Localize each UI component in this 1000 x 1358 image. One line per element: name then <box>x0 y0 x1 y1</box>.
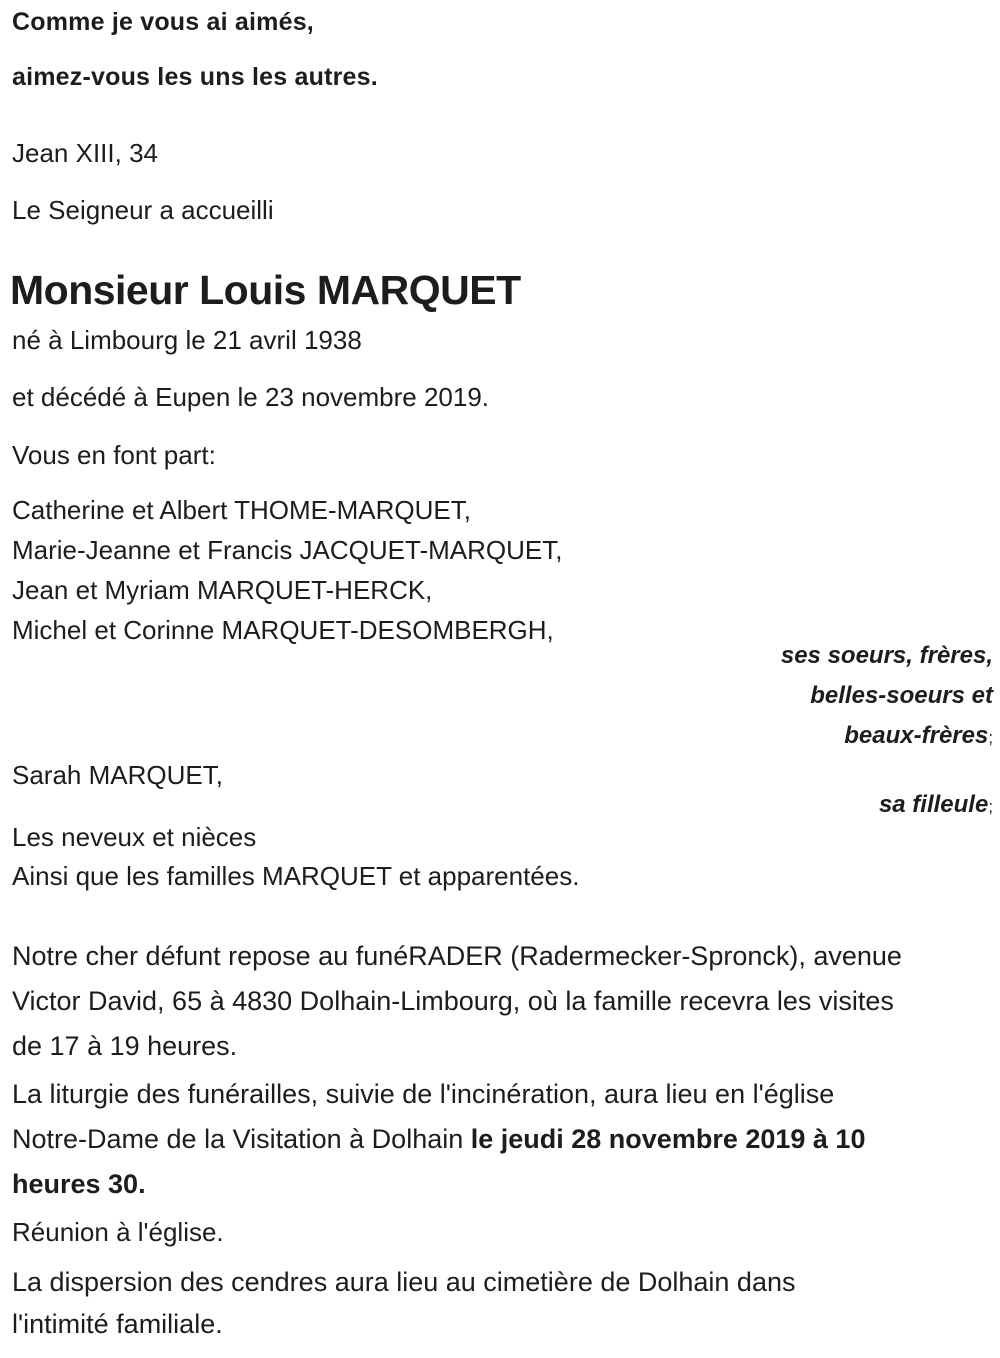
intro-line: Le Seigneur a accueilli <box>12 195 274 225</box>
deceased-name-title: Monsieur Louis MARQUET <box>10 267 521 313</box>
dispersion-line: La dispersion des cendres aura lieu au cimetière de Dolhain dans <box>12 1267 796 1297</box>
dispersion-paragraph <box>12 1261 795 1345</box>
dispersion-line: l'intimité familiale. <box>12 1309 223 1339</box>
announcement-lead: Vous en font part: <box>12 440 216 470</box>
birth-line: né à Limbourg le 21 avril 1938 <box>12 325 362 355</box>
goddaughter-relation-suffix: ; <box>988 797 993 816</box>
liturgy-date-bold: le jeudi 28 novembre 2019 à 10 <box>470 1124 866 1154</box>
scripture-quote-line-1: Comme je vous ai aimés, <box>12 8 314 36</box>
family-line: Marie-Jeanne et Francis JACQUET-MARQUET, <box>12 535 563 565</box>
family-line: Jean et Myriam MARQUET-HERCK, <box>12 575 433 605</box>
liturgy-line: La liturgie des funérailles, suivie de l'incinération, aura lieu en l'église <box>12 1079 835 1109</box>
death-line: et décédé à Eupen le 23 novembre 2019. <box>12 382 490 412</box>
liturgy-time-bold: heures 30. <box>12 1169 146 1199</box>
goddaughter-name-line: Sarah MARQUET, <box>12 760 223 790</box>
relation-last-text: beaux-frères <box>844 722 989 749</box>
families-line: Ainsi que les familles MARQUET et apparentées. <box>12 861 580 891</box>
goddaughter-relation-line <box>879 789 993 823</box>
relations-list <box>781 636 993 758</box>
liturgy-line <box>12 1117 865 1162</box>
scripture-reference: Jean XIII, 34 <box>12 138 158 168</box>
family-line: Michel et Corinne MARQUET-DESOMBERGH, <box>12 615 554 645</box>
liturgy-line2-regular: Notre-Dame de la Visitation à Dolhain <box>12 1124 471 1154</box>
goddaughter-relation-text: sa filleule <box>878 791 989 818</box>
family-list <box>12 490 562 650</box>
relation-line: belles-soeurs et <box>810 682 993 709</box>
relation-line: ses soeurs, frères, <box>780 642 993 669</box>
relation-line-last <box>781 716 993 758</box>
repose-line: de 17 à 19 heures. <box>12 1031 238 1061</box>
relation-suffix: ; <box>988 728 993 747</box>
repose-paragraph <box>12 934 902 1069</box>
liturgy-paragraph <box>12 1072 865 1207</box>
repose-line: Victor David, 65 à 4830 Dolhain-Limbourg, où la famille recevra les visites <box>12 986 894 1016</box>
reunion-line: Réunion à l'église. <box>12 1217 224 1247</box>
family-line: Catherine et Albert THOME-MARQUET, <box>12 495 471 525</box>
repose-line: Notre cher défunt repose au funéRADER (Radermecker-Spronck), avenue <box>12 941 902 971</box>
nephews-line: Les neveux et nièces <box>12 822 257 852</box>
scripture-quote-line-2: aimez-vous les uns les autres. <box>12 63 378 91</box>
